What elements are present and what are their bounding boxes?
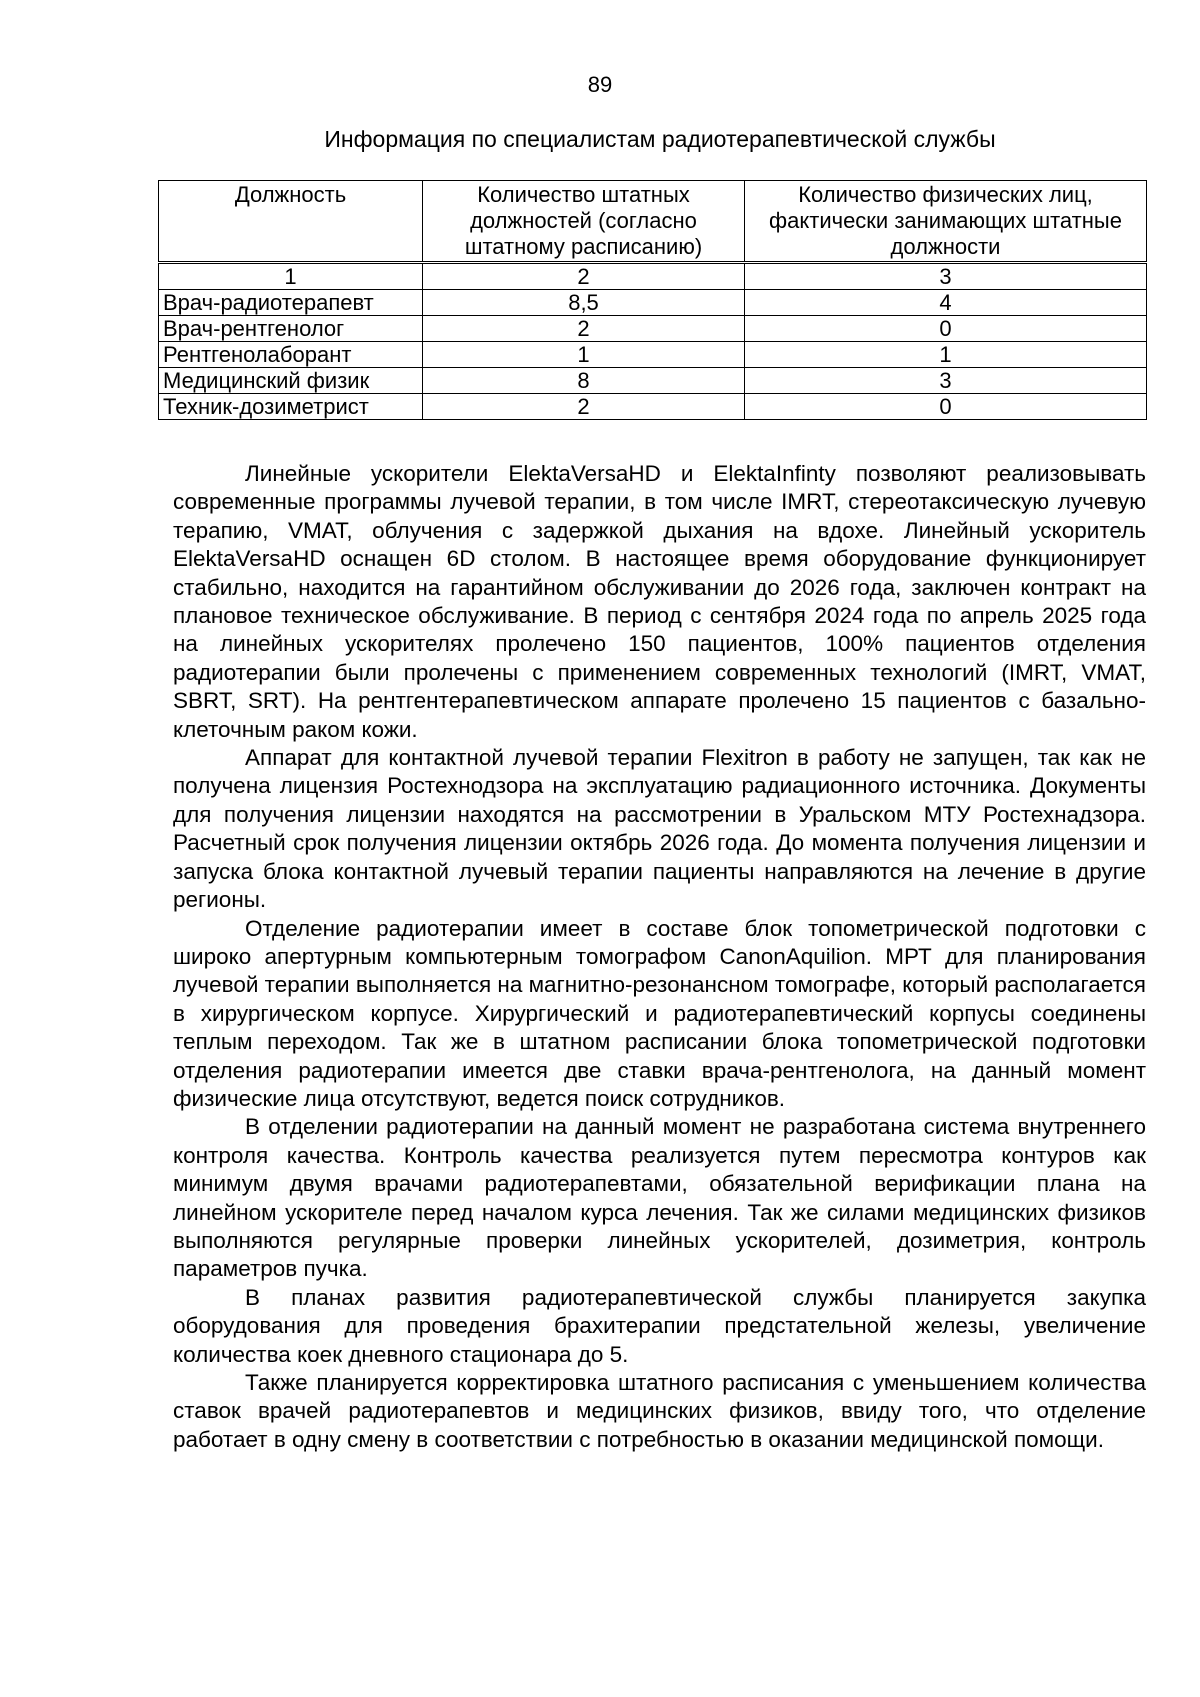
- cell-actual-persons: 0: [745, 316, 1147, 342]
- cell-position: Медицинский физик: [159, 368, 423, 394]
- header-actual-persons: Количество физических лиц, фактически занимающих штатные должности: [745, 181, 1147, 263]
- column-number: 3: [745, 263, 1147, 290]
- staff-table: [158, 180, 1147, 420]
- page-number: 89: [587, 72, 613, 97]
- table-row: [159, 342, 1147, 368]
- cell-position: Врач-рентгенолог: [159, 316, 423, 342]
- cell-position: Техник-дозиметрист: [159, 394, 423, 420]
- table-column-number-row: [159, 263, 1147, 290]
- column-number: 1: [159, 263, 423, 290]
- paragraph-flexitron: Аппарат для контактной лучевой терапии Flexitron в работу не запущен, так как не получена лицензия Ростехнодзора на эксплуатацию радиационного источника. Документы для получения лицензии находятся на рассмотрении в Уральском МТУ Ростехнадзора. Расчетный срок получения лицензии октябрь 2026 года. До момента получения лицензии и запуска блока контактной лучевый терапии пациенты направляются на лечение в другие регионы.: [173, 745, 1146, 913]
- cell-actual-persons: 4: [745, 290, 1147, 316]
- column-number: 2: [423, 263, 745, 290]
- cell-actual-persons: 3: [745, 368, 1147, 394]
- table-header-row: [159, 181, 1147, 263]
- paragraph-topometry-block: Отделение радиотерапии имеет в составе блок топометрической подготовки с широко апертурным компьютерным томографом CanonAquilion. МРТ для планирования лучевой терапии выполняется на магнитно-резонансном томографе, который располагается в хирургическом корпусе. Хирургический и радиотерапевтический корпусы соединены теплым переходом. Так же в штатном расписании блока топометрической подготовки отделения радиотерапии имеется две ставки врача-рентгенолога, на данный момент физические лица отсутствуют, ведется поиск сотрудников.: [173, 915, 1146, 1111]
- paragraph-staffing-adjustment: Также планируется корректировка штатного расписания с уменьшением количества ставок врачей радиотерапевтов и медицинских физиков, ввиду того, что отделение работает в одну смену в соответствии с потребностью в оказании медицинской помощи.: [173, 1370, 1146, 1452]
- header-position: Должность: [159, 181, 423, 263]
- cell-staff-positions: 8,5: [423, 290, 745, 316]
- paragraph-development-plans: В планах развития радиотерапевтической службы планируется закупка оборудования для проведения брахитерапии предстательной железы, увеличение количества коек дневного стационара до 5.: [173, 1284, 1146, 1367]
- cell-staff-positions: 8: [423, 368, 745, 394]
- cell-staff-positions: 2: [423, 316, 745, 342]
- paragraph-quality-control: В отделении радиотерапии на данный момент не разработана система внутреннего контроля качества. Контроль качества реализуется путем пересмотра контуров как минимум двумя врачами радиотерапевтами, обязательной верификации плана на линейном ускорителе перед началом курса лечения. Так же силами медицинских физиков выполняются регулярные проверки линейных ускорителей, дозиметрия, контроль параметров пучка.: [173, 1114, 1146, 1282]
- body-text: [173, 460, 1146, 1454]
- paragraph-linear-accelerators: Линейные ускорители ElektaVersaHD и ElektaInfinty позволяют реализовывать современные программы лучевой терапии, в том числе IMRT, стереотаксическую лучевую терапию, VMAT, облучения с задержкой дыхания на вдохе. Линейный ускоритель ElektaVersaHD оснащен 6D столом. В настоящее время оборудование функционирует стабильно, находится на гарантийном обслуживании до 2026 года, заключен контракт на плановое техническое обслуживание. В период с сентября 2024 года по апрель 2025 года на линейных ускорителях пролечено 150 пациентов, 100% пациентов отделения радиотерапии были пролечены с применением современных технологий (IMRT, VMAT, SBRT, SRT). На рентгентерапевтическом аппарате пролечено 15 пациентов с базально-клеточным раком кожи.: [173, 461, 1146, 742]
- table-row: [159, 368, 1147, 394]
- page-title: Информация по специалистам радиотерапевтической службы: [324, 126, 996, 152]
- cell-actual-persons: 0: [745, 394, 1147, 420]
- cell-position: Рентгенолаборант: [159, 342, 423, 368]
- cell-position: Врач-радиотерапевт: [159, 290, 423, 316]
- cell-actual-persons: 1: [745, 342, 1147, 368]
- table-row: [159, 316, 1147, 342]
- cell-staff-positions: 1: [423, 342, 745, 368]
- table-row: [159, 394, 1147, 420]
- header-staff-positions: Количество штатных должностей (согласно штатному расписанию): [423, 181, 745, 263]
- cell-staff-positions: 2: [423, 394, 745, 420]
- table-row: [159, 290, 1147, 316]
